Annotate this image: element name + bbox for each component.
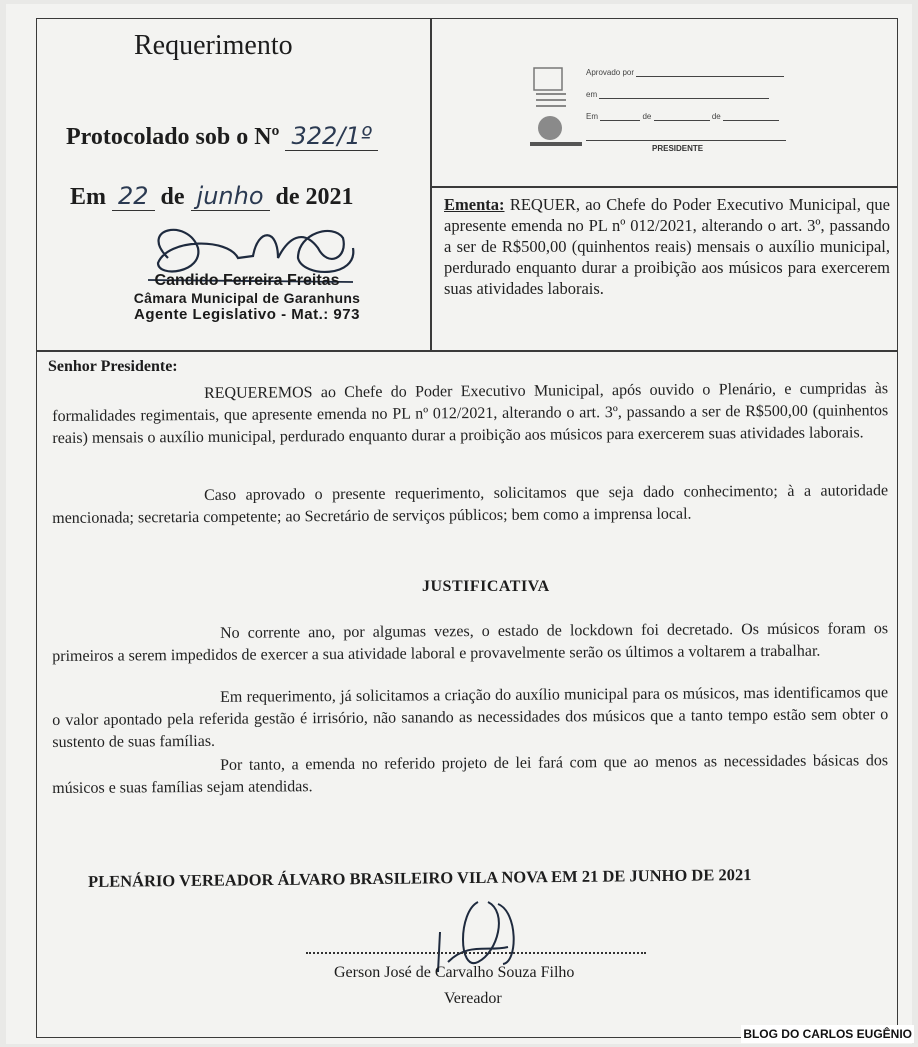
approved-in-label: em xyxy=(586,90,598,99)
salutation: Senhor Presidente: xyxy=(48,358,178,375)
header-divider-vertical xyxy=(430,18,432,352)
protocol-label: Protocolado sob o Nº xyxy=(66,124,280,150)
councilor-role: Vereador xyxy=(444,990,502,1007)
president-label: PRESIDENTE xyxy=(652,144,704,153)
document-sheet xyxy=(6,4,912,1044)
approval-date-label-3: de xyxy=(711,112,721,121)
date-month: junho xyxy=(191,182,270,211)
justification-paragraph-3: Por tanto, a emenda no referido projeto de lei fará com que ao menos as necessidades básicas dos músicos e suas famílias sejam atendidas. xyxy=(52,752,889,797)
date-prefix: Em xyxy=(70,184,106,210)
request-paragraph-1: REQUEREMOS ao Chefe do Poder Executivo Municipal, após ouvido o Plenário, e cumpridas às formalidades regimentais, que apresente emenda no PL nº 012/2021, alterando o art. 3º, passando a ser de R$500,00 (quinhentos reais) mensais o auxílio municipal, perdurado enquanto durar a proibição aos músicos para exercerem suas atividades laborais. xyxy=(52,380,889,447)
approval-stamp xyxy=(526,62,816,162)
protocol-number: 322/1º xyxy=(285,122,377,151)
protocol-line xyxy=(66,122,378,151)
plenary-location-date: PLENÁRIO VEREADOR ÁLVARO BRASILEIRO VILA NOVA EM 21 DE JUNHO DE 2021 xyxy=(88,865,752,891)
blog-watermark: BLOG DO CARLOS EUGÊNIO xyxy=(743,1027,912,1041)
ementa-top-rule xyxy=(430,186,898,188)
approved-by-label: Aprovado por xyxy=(586,68,635,77)
justification-paragraph-2: Em requerimento, já solicitamos a criação do auxílio municipal para os músicos, mas identificamos que o valor apontado pela referida gestão é irrisório, não sanando as necessidades dos músicos que a tanto tempo estão sem obter o sustento de suas famílias. xyxy=(52,684,889,751)
document-title: Requerimento xyxy=(134,30,293,61)
clerk-name: Candido Ferreira Freitas xyxy=(154,272,340,289)
justification-title: JUSTIFICATIVA xyxy=(422,578,550,595)
date-mid: de xyxy=(160,184,185,210)
councilor-name: Gerson José de Carvalho Souza Filho xyxy=(334,964,575,981)
request-paragraph-2: Caso aprovado o presente requerimento, solicitamos que seja dado conhecimento; à a autoridade mencionada; secretaria competente; ao Secretário de serviços públicos; bem como a imprensa local. xyxy=(52,482,889,527)
justification-paragraph-1: No corrente ano, por algumas vezes, o estado de lockdown foi decretado. Os músicos foram os primeiros a serem impedidos de exercer a sua atividade laboral e provavelmente serão os últimos a voltarem a trabalhar. xyxy=(52,620,889,665)
ementa-block xyxy=(444,194,890,299)
header-bottom-rule xyxy=(36,350,898,352)
signature-line xyxy=(306,952,646,954)
protocol-date xyxy=(70,182,354,211)
justification-body-2 xyxy=(52,682,888,754)
justification-body-1 xyxy=(52,618,888,668)
approval-date-label-2: de xyxy=(642,112,652,121)
request-body-2 xyxy=(52,480,888,530)
date-suffix: de 2021 xyxy=(275,184,354,210)
justification-body-3 xyxy=(52,750,888,800)
clerk-role: Agente Legislativo - Mat.: 973 xyxy=(134,306,360,323)
request-body xyxy=(52,378,888,450)
clerk-stamp xyxy=(72,272,422,323)
clerk-institution: Câmara Municipal de Garanhuns xyxy=(133,290,361,306)
coat-of-arms-icon xyxy=(528,64,584,148)
approval-date-label-1: Em xyxy=(586,112,598,121)
date-day: 22 xyxy=(112,182,155,211)
ementa-text: REQUER, ao Chefe do Poder Executivo Municipal, que apresente emenda no PL nº 012/2021, alterando o art. 3º, passando a ser de R$500,00 (quinhentos reais) mensais o auxílio municipal, perdurado enquanto durar a proibição aos músicos para exercerem suas atividades laborais. xyxy=(444,195,890,298)
ementa-label: Ementa: xyxy=(444,195,505,214)
